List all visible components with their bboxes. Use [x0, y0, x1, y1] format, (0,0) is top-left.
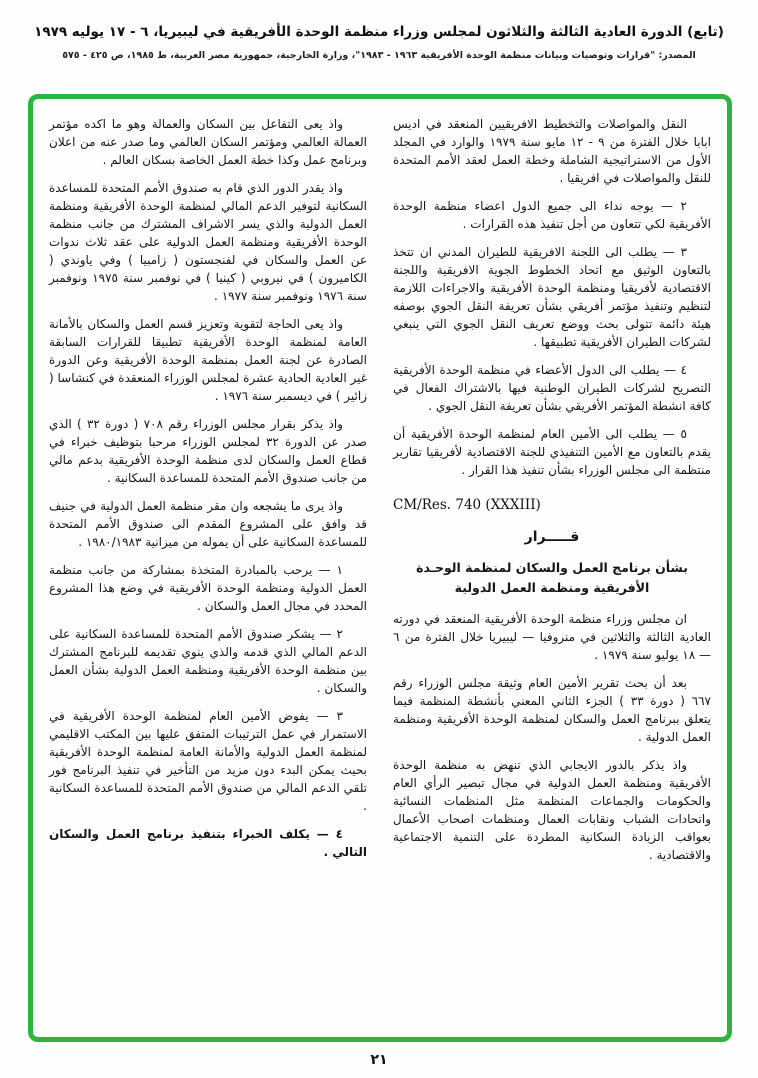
resolution-subtitle: بشأن برنامج العمل والسكان لمنظمة الوحـدة الأفريقية ومنظمة العمل الدولية [416, 560, 688, 596]
content-frame [28, 94, 732, 1042]
paragraph-sg-report: بعد أن بحث تقرير الأمين العام وثيقة مجلس الوزراء رقم ٦٦٧ ( دورة ٣٣ ) الجزء الثاني المعني بأنشطة المنظمة فيما يتعلق ببرنامج العمل والسكان لمنظمة الوحدة الأفريقية ومنظمة العمل الدولية . [393, 676, 711, 745]
paragraph-council-session: ان مجلس وزراء منظمة الوحدة الأفريقية المنعقد في دورته العادية الثالثة والثلاثين في منروفيا — ليبيريا خلال الفترة من ٦ — ١٨ يوليو سنة ١٩٧٩ . [393, 612, 711, 663]
paragraph-clause-4: ٤ — يطلب الى الدول الأعضاء في منظمة الوحدة الأفريقية التصريح لشركات الطيران الوطنية فيها بالاشتراك الفعال في كافة انشطة المؤتمر الأفريقي بشأن تعريفة النقل الجوي . [393, 363, 711, 413]
resolution-number: CM/Res. 740 (XXXIII) [393, 497, 541, 513]
right-column [393, 115, 711, 1029]
paragraph-positive-role: واذ يذكر بالدور الايجابي الذي تنهض به منظمة الوحدة الأفريقية ومنظمة العمل الدولية في مجال تبصير الرأي العام والحكومات والجماعات المنظمة مثل المنظمات النسائية واتحادات الشباب ونقابات العمال ومنظمات اصحاب الأعمال بعواقب الزيادة السكانية المطردة على التنمية الاجتماعية والاقتصادية . [393, 758, 711, 863]
paragraph-strengthen-section: واذ يعى الحاجة لتقوية وتعزيز قسم العمل والسكان بالأمانة العامة لمنظمة الوحدة الأفريقية تطبيقا للقرارات السابقة الصادرة عن لجنة العمل بمنظمة الوحدة الأفريقية وعن الدورة غير العادية الحادية عشرة لمجلس الوزراء المنعقدة في كنشاسا ( زائير ) في ديسمبر سنة ١٩٧٦ . [49, 317, 367, 403]
paragraph-ilo-geneva: واذ يرى ما يشجعه وان مقر منظمة العمل الدولية في جنيف قد وافق على المشروع المقدم الى صندوق الأمم المتحدة للمساعدة السكانية على أن يموله من ميزانية ١٩٨٠/١٩٨٣ . [49, 499, 367, 549]
paragraph-operative-3: ٣ — يفوض الأمين العام لمنظمة الوحدة الأفريقية في الاستمرار في عمل الترتيبات المتفق عليها بين المكتب الاقليمي لمنظمة العمل الدولية والأمانة العامة لمنظمة الوحدة الأفريقية بحيث يمكن البدء دون مزيد من التأخير في تنفيذ البرنامج فور تلقي الدعم المالي من صندوق الأمم المتحدة للمساعدة السكانية . [49, 709, 367, 813]
page-number: ٢١ [370, 1052, 388, 1068]
resolution-title: قـــــرار [524, 529, 580, 546]
paragraph-clause-2: ٢ — يوجه نداء الى جميع الدول اعضاء منظمة الوحدة الأفريقية لكي تتعاون من أجل تنفيذ هذه القرارات . [393, 199, 711, 231]
paragraph-transport-plan: النقل والمواصلات والتخطيط الافريقيين المنعقد في اديس ابابا خلال الفترة من ٩ - ١٢ مايو سنة ١٩٧٩ والوارد في المجلد الأول من الاستراتيجية الشاملة وخطة العمل لعقد الأمم المتحدة للنقل والمواصلات في افريقيا . [393, 117, 711, 185]
paragraph-operative-4: ٤ — يكلف الخبراء بتنفيذ برنامج العمل والسكان التالي . [49, 827, 367, 859]
left-column [49, 115, 367, 1029]
paragraph-population-employment: واذ يعى التفاعل بين السكان والعمالة وهو ما اكده مؤتمر العمالة العالمي ومؤتمر السكان العالمي وما صدر عنه من اعلان وبرنامج عمل وكذا خطة العمل الخاصة بسكان العالم . [49, 117, 367, 167]
two-column-layout [49, 115, 711, 1029]
header-source-line: المصدر: "قرارات وتوصيات وبيانات منظمة الوحدة الأفريقية ١٩٦٣ - ١٩٨٣"، وزارة الخارجية، جمهورية مصر العربية، ط ١٩٨٥، ص ٤٢٥ - ٥٧٥ [62, 50, 696, 61]
header-session-title: (تابع) الدورة العادية الثالثة والثلاثون لمجلس وزراء منظمة الوحدة الأفريقية في ليبيريا، ٦ - ١٧ يوليه ١٩٧٩ [34, 24, 724, 40]
paragraph-operative-1: ١ — يرحب بالمبادرة المتخذة بمشاركة من جانب منظمة العمل الدولية ومنظمة الوحدة الأفريقية في وضع هذا المشروع المحدد في مجال العمل والسكان . [49, 563, 367, 613]
paragraph-unfpa-role: واذ يقدر الدور الذي قام به صندوق الأمم المتحدة للمساعدة السكانية لتوفير الدعم المالي لمنظمة الوحدة الأفريقية ومنظمة العمل الدولية والذي يسر الاشراف المشترك من جانب منظمة الوحدة الأفريقية ومنظمة العمل الدولية على عقد ثلاث ندوات عن العمل والسكان في لفنجستون ( زامبيا ) وفي ياوندي ( الكاميرون ) في نيروبي ( كينيا ) في نوفمبر سنة ١٩٧٥ ونوفمبر سنة ١٩٧٦ ونوفمبر سنة ١٩٧٧ . [49, 181, 367, 303]
page-header [20, 24, 738, 61]
paragraph-clause-3: ٣ — يطلب الى اللجنة الافريقية للطيران المدني ان تتخذ بالتعاون الوثيق مع اتحاد الخطوط الجوية الافريقية واللجنة الاقتصادية لأفريقيا ومنظمة الوحدة الأفريقية والاجراءات اللازمة لتنظيم وتنفيذ مؤتمر أفريقي بشأن تعريفة النقل الجوي بوصفه هيئة دائمة تتولى بحث ووضع تعريف النقل الجوي التي ينبغي لشركات الطيران الأفريقية تطبيقها . [393, 245, 711, 349]
paragraph-operative-2: ٢ — يشكر صندوق الأمم المتحدة للمساعدة السكانية على الدعم المالي الذي قدمه والذي ينوي تقديمه للبرنامج المشترك بين منظمة الوحدة الأفريقية ومنظمة العمل الدولية بشأن العمل والسكان . [49, 627, 367, 695]
paragraph-clause-5: ٥ — يطلب الى الأمين العام لمنظمة الوحدة الأفريقية أن يقدم بالتعاون مع الأمين التنفيذي للجنة الاقتصادية لأفريقيا تقارير منتظمة الى مجلس الوزراء بشأن تنفيذ هذا القرار . [393, 427, 711, 477]
paragraph-resolution-708: واذ يذكر بقرار مجلس الوزراء رقم ٧٠٨ ( دورة ٣٢ ) الذي صدر عن الدورة ٣٢ لمجلس الوزراء مرحبا بتوظيف خبراء في قطاع العمل والسكان لدى منظمة الوحدة الأفريقية بدعم مالي من جانب صندوق الأمم المتحدة للمساعدة السكانية . [49, 417, 367, 485]
